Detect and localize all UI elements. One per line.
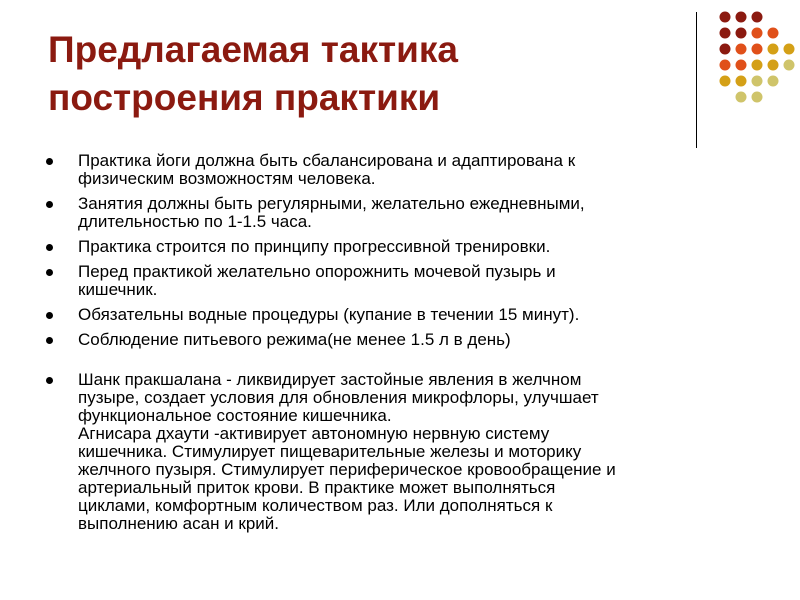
bullet-text-line: пузыре, создает условия для обновления микрофлоры, улучшает xyxy=(78,388,599,407)
bullet-text-line: длительностью по 1-1.5 часа. xyxy=(78,212,312,231)
bullet-text-line: кишечника. Стимулирует пищеварительные железы и моторику xyxy=(78,442,582,461)
bullet-dot-icon xyxy=(46,269,53,276)
decorative-dot xyxy=(736,44,747,55)
decorative-dot-pattern xyxy=(706,10,796,130)
decorative-dot xyxy=(784,60,795,71)
bullet-text-line: физическим возможностям человека. xyxy=(78,169,376,188)
decorative-dot xyxy=(736,76,747,87)
decorative-dot xyxy=(784,44,795,55)
decorative-dot xyxy=(736,12,747,23)
bullet-text-line: Перед практикой желательно опорожнить мочевой пузырь и xyxy=(78,262,556,281)
decorative-dot xyxy=(752,76,763,87)
slide-title xyxy=(48,26,668,122)
bullet-text-line: Агнисара дхаути -активирует автономную нервную систему xyxy=(78,424,550,443)
bullet-text-line: Занятия должны быть регулярными, желательно ежедневными, xyxy=(78,194,585,213)
decorative-dot xyxy=(752,28,763,39)
decorative-dot xyxy=(720,44,731,55)
decorative-dot xyxy=(736,60,747,71)
bullet-item xyxy=(44,195,764,231)
bullet-dot-icon xyxy=(46,201,53,208)
bullet-list xyxy=(44,152,764,540)
bullet-dot-icon xyxy=(46,377,53,384)
decorative-dot xyxy=(720,60,731,71)
bullet-text-line: Практика йоги должна быть сбалансирована и адаптирована к xyxy=(78,151,576,170)
bullet-dot-icon xyxy=(46,337,53,344)
bullet-dot-icon xyxy=(46,244,53,251)
bullet-text-line: Практика строится по принципу прогрессивной тренировки. xyxy=(78,237,551,256)
bullet-item xyxy=(44,263,764,299)
decorative-dot xyxy=(768,44,779,55)
decorative-dot xyxy=(768,60,779,71)
bullet-item xyxy=(44,371,764,533)
bullet-text-line: Обязательны водные процедуры (купание в течении 15 минут). xyxy=(78,305,580,324)
bullet-item xyxy=(44,331,764,349)
bullet-item xyxy=(44,152,764,188)
decorative-divider-line xyxy=(696,12,697,148)
decorative-dot xyxy=(736,28,747,39)
decorative-dot xyxy=(752,60,763,71)
bullet-text-line: желчного пузыря. Стимулирует периферическое кровообращение и xyxy=(78,460,616,479)
decorative-dot xyxy=(720,76,731,87)
decorative-dot xyxy=(752,92,763,103)
decorative-dot xyxy=(720,28,731,39)
bullet-dot-icon xyxy=(46,158,53,165)
bullet-text-line: Шанк пракшалана - ликвидирует застойные явления в желчном xyxy=(78,370,582,389)
decorative-dot xyxy=(752,44,763,55)
slide-title-line-1: Предлагаемая тактика xyxy=(48,29,458,70)
bullet-dot-icon xyxy=(46,312,53,319)
decorative-dot xyxy=(752,12,763,23)
decorative-dot xyxy=(768,28,779,39)
slide-title-line-2: построения практики xyxy=(48,77,441,118)
bullet-item xyxy=(44,306,764,324)
bullet-text-line: функциональное состояние кишечника. xyxy=(78,406,392,425)
bullet-text-line: кишечник. xyxy=(78,280,158,299)
decorative-dot xyxy=(736,92,747,103)
bullet-text-line: артериальный приток крови. В практике может выполняться xyxy=(78,478,556,497)
bullet-text-line: выполнению асан и крий. xyxy=(78,514,280,533)
bullet-item xyxy=(44,238,764,256)
bullet-text-line: циклами, комфортным количеством раз. Или дополняться к xyxy=(78,496,553,515)
bullet-text-line: Соблюдение питьевого режима(не менее 1.5 л в день) xyxy=(78,330,511,349)
decorative-dot xyxy=(720,12,731,23)
decorative-dot xyxy=(768,76,779,87)
